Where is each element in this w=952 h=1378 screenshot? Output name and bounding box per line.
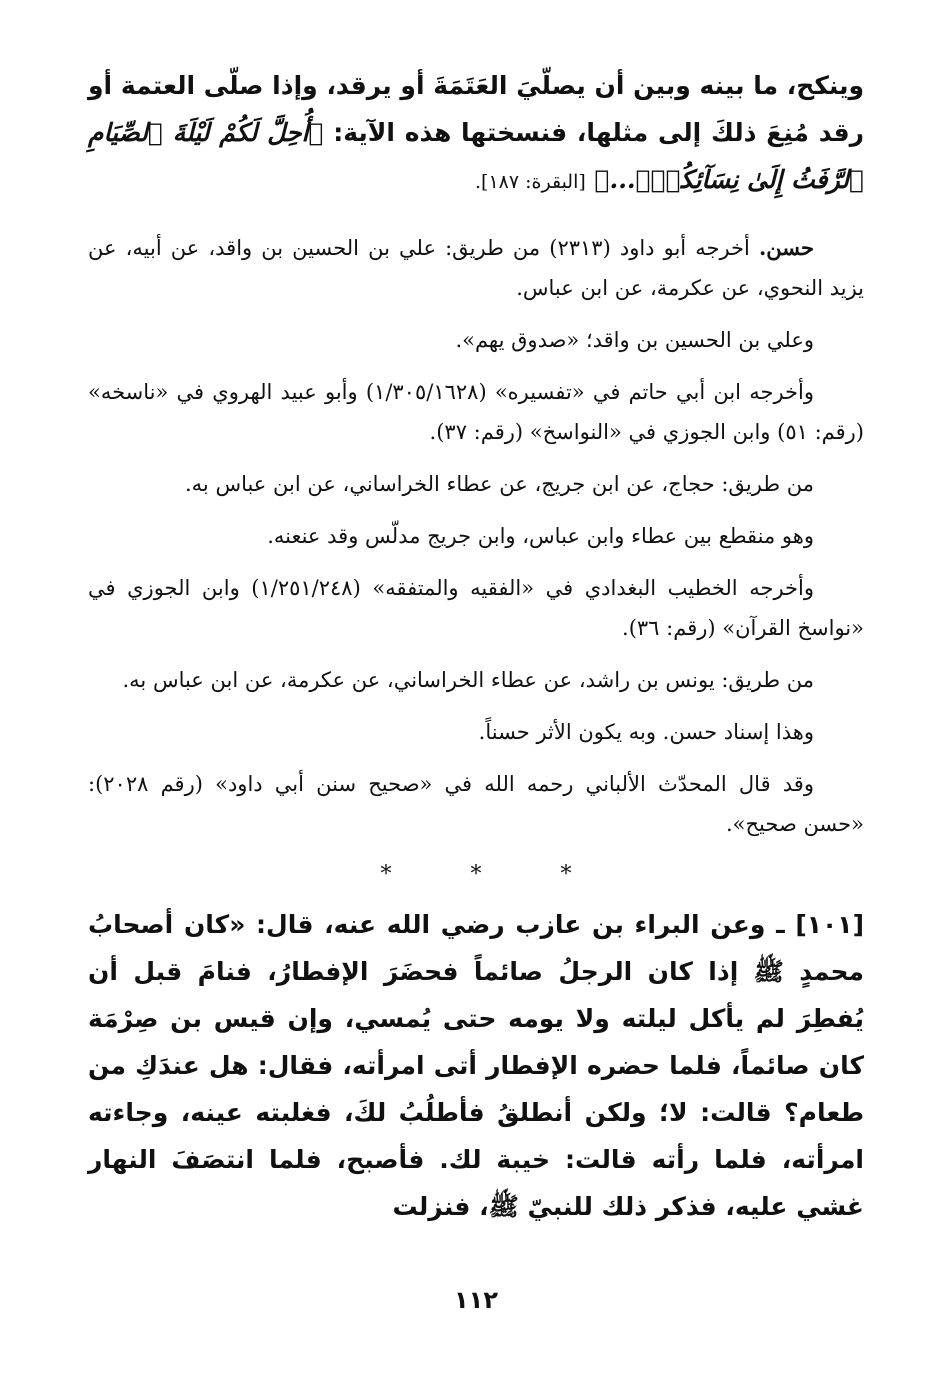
note-paragraph: وعلي بن الحسين بن واقد؛ «صدوق يهم». — [455, 328, 814, 352]
top-paragraph — [88, 62, 864, 206]
hadith-number: [١٠١] — [795, 910, 864, 939]
note-paragraph: وأخرجه ابن أبي حاتم في «تفسيره» (١/٣٠٥/١٦٢٨) وأبو عبيد الهروي في «ناسخه» (رقم: ٥١) وابن الجوزي في «النواسخ» (رقم: ٣٧). — [88, 380, 864, 444]
note-paragraph: من طريق: حجاج، عن ابن جريج، عن عطاء الخراساني، عن ابن عباس به. — [184, 472, 814, 496]
top-paragraph-text: وينكح، ما بينه وبين أن يصلّيَ العَتَمَةَ أو يرقد، وإذا صلّى العتمة أو رقد مُنِعَ ذلكَ إلى مثلها، فنسختها هذه الآية: — [88, 71, 864, 147]
footnotes-section — [88, 228, 864, 844]
note-paragraph: وهو منقطع بين عطاء وابن عباس، وابن جريج مدلّس وقد عنعنه. — [267, 524, 814, 548]
note-paragraph: وأخرجه الخطيب البغدادي في «الفقيه والمتفقه» (١/٢٥١/٢٤٨) وابن الجوزي في «نواسخ القرآن» (رقم: ٣٦). — [88, 576, 864, 640]
page-number: ١١٢ — [454, 1286, 498, 1314]
note-paragraph: وهذا إسناد حسن. وبه يكون الأثر حسناً. — [478, 720, 814, 744]
note-grade-paragraph — [88, 228, 864, 308]
quran-reference: [البقرة: ١٨٧]. — [475, 171, 586, 193]
note-grade-label: حسن. — [758, 235, 814, 260]
quran-verse: ﴿أُحِلَّ لَكُمْ لَيْلَةَ ٱلصِّيَامِ ٱلرَّفَثُ إِلَىٰ نِسَآئِكُمْۚ...﴾ — [88, 118, 864, 194]
note-text: أخرجه أبو داود (٢٣١٣) من طريق: علي بن الحسين بن واقد، عن أبيه، عن يزيد النحوي، عن عكرمة، عن ابن عباس. — [88, 236, 864, 300]
hadith-text: ـ وعن البراء بن عازب رضي الله عنه، قال: «كان أصحابُ محمدٍ ﷺ إذا كان الرجلُ صائماً فحضَرَ الإفطارُ، فنامَ قبل أن يُفطِرَ لم يأكل ليلته ولا يومه حتى يُمسي، وإن قيس بن صِرْمَة كان صائماً، فلما حضره الإفطار أتى امرأته، فقال: هل عندَكِ من طعام؟ قالت: لا؛ ولكن أنطلقُ فأطلُبُ لكَ، فغلبته عينه، وجاءته امرأته، فلما رأته قالت: خيبة لك. فأصبح، فلما انتصَفَ النهار غشي عليه، فذكر ذلك للنبيّ ﷺ، فنزلت — [88, 910, 864, 1221]
hadith-paragraph — [88, 901, 864, 1230]
note-paragraph: وقد قال المحدّث الألباني رحمه الله في «صحيح سنن أبي داود» (رقم ٢٠٢٨): «حسن صحيح». — [88, 772, 864, 836]
note-paragraph: من طريق: يونس بن راشد، عن عطاء الخراساني، عن عكرمة، عن ابن عباس به. — [122, 668, 814, 692]
section-separator: * * * — [380, 862, 608, 887]
